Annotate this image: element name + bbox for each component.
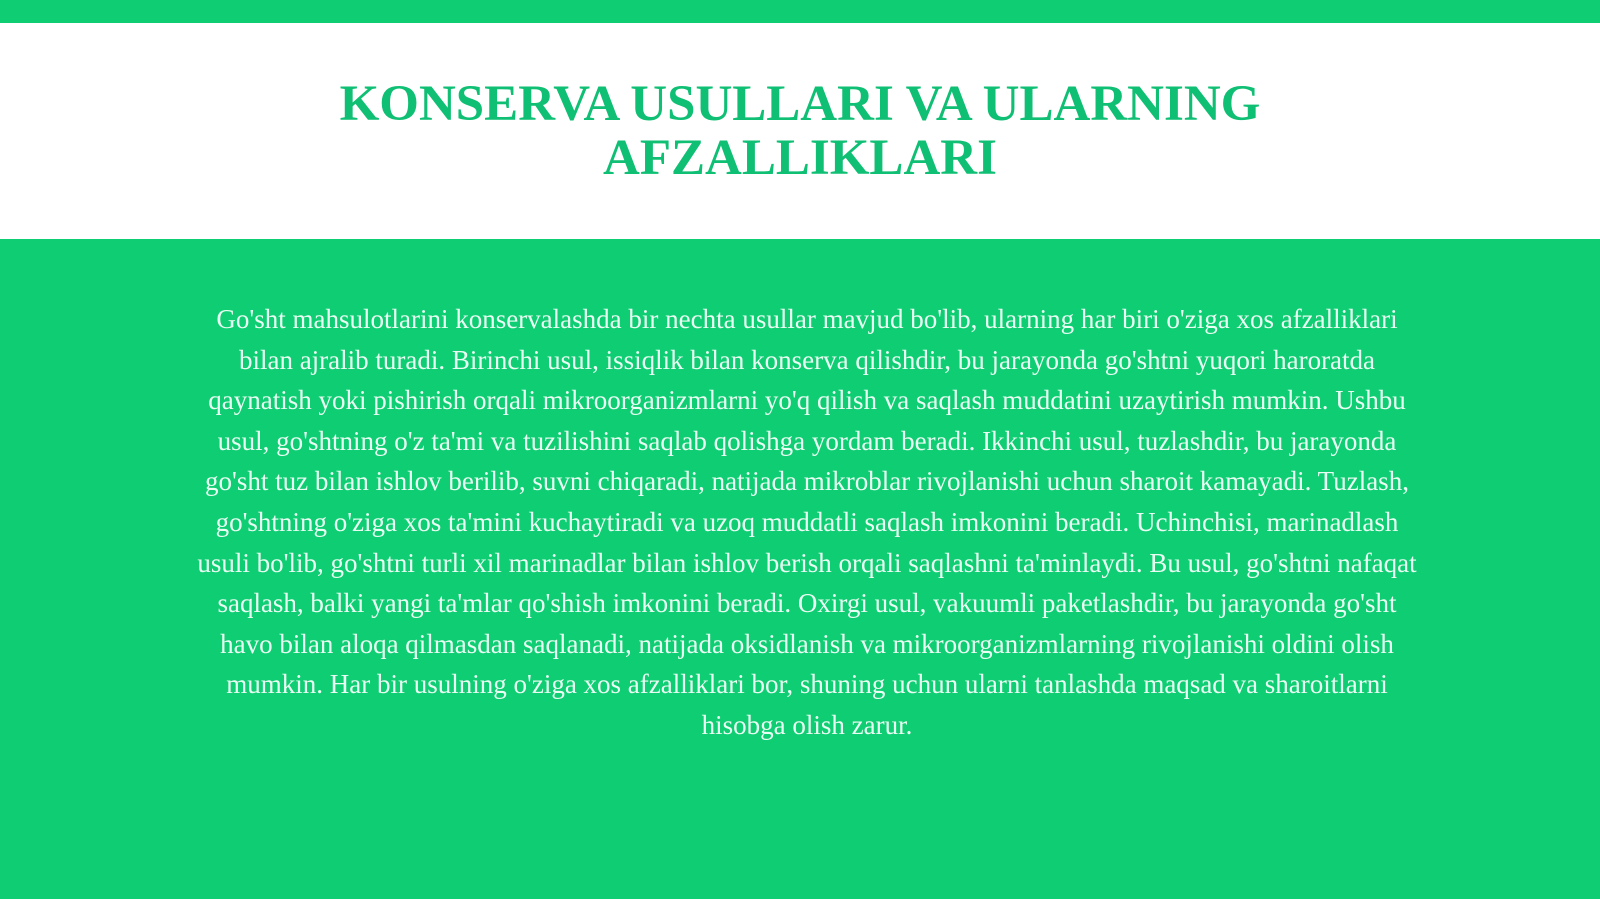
slide-title: KONSERVA USULLARI VA ULARNING AFZALLIKLARI <box>339 76 1261 186</box>
slide-body-text: Go'sht mahsulotlarini konservalashda bir nechta usullar mavjud bo'lib, ularning har biri o'ziga xos afzalliklari bilan ajralib turadi. Birinchi usul, issiqlik bilan konserva qilishdir, bu jarayonda go'shtni yuqori haroratda qaynatish yoki pishirish orqali mikroorganizmlarni yo'q qilish va saqlash muddatini uzaytirish mumkin. Ushbu usul, go'shtning o'z ta'mi va tuzilishini saqlab qolishga yordam beradi. Ikkinchi usul, tuzlashdir, bu jarayonda go'sht tuz bilan ishlov berilib, suvni chiqaradi, natijada mikroblar rivojlanishi uchun sharoit kamayadi. Tuzlash, go'shtning o'ziga xos ta'mini kuchaytiradi va uzoq muddatli saqlash imkonini beradi. Uchinchisi, marinadlash usuli bo'lib, go'shtni turli xil marinadlar bilan ishlov berish orqali saqlashni ta'minlaydi. Bu usul, go'shtni nafaqat saqlash, balki yangi ta'mlar qo'shish imkonini beradi. Oxirgi usul, vakuumli paketlashdir, bu jarayonda go'sht havo bilan aloqa qilmasdan saqlanadi, natijada oksidlanish va mikroorganizmlarning rivojlanishi oldini olish mumkin. Har bir usulning o'ziga xos afzalliklari bor, shuning uchun ularni tanlashda maqsad va sharoitlarni hisobga olish zarur. <box>197 304 1417 740</box>
title-band <box>0 23 1600 239</box>
